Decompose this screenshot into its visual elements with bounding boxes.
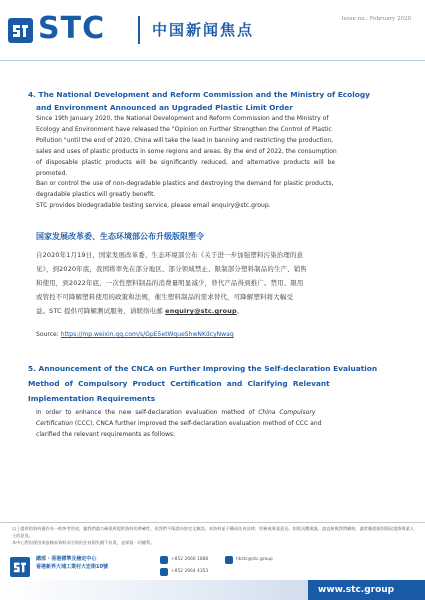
section-5-title-line-1: 5. Announcement of the CNCA on Further Improving the Self-declaration Evaluation <box>28 364 378 374</box>
para1-line: Pollution "until the end of 2020, China will take the lead in banning and restricting the production, <box>36 136 334 144</box>
page-header <box>0 0 425 60</box>
cn-last-prefix: 益。STC 提供可降解测试服务，请联络电邮 <box>36 307 166 316</box>
phone-icon <box>160 556 168 564</box>
para2-line: Ban or control the use of non-degradable plastics and destroying the demand for plastic products, <box>36 180 334 188</box>
section-5-title-line-3: Implementation Requirements <box>28 394 156 404</box>
footer-rule <box>0 522 425 523</box>
para2-line: degradable plastics will greatly benefit. <box>36 191 156 199</box>
disclaimer-line: 本中心對因使用或依賴本資料而引致的任何損失概不負責，並保留一切權利。 <box>12 540 155 546</box>
section-5-body <box>36 408 394 441</box>
cn-last-suffix: 。 <box>236 307 244 316</box>
fax-icon <box>160 568 168 576</box>
sec5-line <box>36 419 394 430</box>
section-4-title-line-2: and Environment Announced an Upgraded Plastic Limit Order <box>36 103 293 112</box>
section-4-cn-paragraph <box>36 248 394 318</box>
section-4-english <box>28 88 394 212</box>
source-label: Source: <box>36 331 61 339</box>
sec5-line1-prefix: In order to enhance the new self-declaration evaluation method of <box>36 409 259 417</box>
para1-line: Since 19th January 2020, the National Development and Reform Commission and the Ministry of <box>36 115 329 122</box>
para1-line: promoted. <box>36 169 68 177</box>
footer-email[interactable]: hkstc@stc.group <box>236 557 273 562</box>
website-link[interactable]: www.stc.group <box>308 580 425 600</box>
section-4-paragraph-2 <box>36 179 394 201</box>
fax-number[interactable]: +852 2664 4353 <box>171 569 209 574</box>
company-address: 香港新界大埔工業村大宏街10號 <box>36 564 108 570</box>
cn-line: 和使用，到2022年底，一次性塑料制品的消费量明显减少，替代产品得到推广。禁用、限用 <box>36 279 304 288</box>
source-url-link[interactable]: https://mp.weixin.qq.com/s/GpE5etWqueShwNKdcyNwag <box>60 331 234 339</box>
cn-line: 见》，到2020年底，我国将率先在部分地区、部分领域禁止、限制部分塑料制品的生产、销售 <box>36 265 307 274</box>
sec5-line: clarified the relevant requirements as follows: <box>36 430 176 438</box>
phone-number[interactable]: +852 2666 1888 <box>171 557 209 562</box>
para1-line: Ecology and Environment have released the "Opinion on Further Strengthen the Control of Plastic <box>36 125 332 133</box>
footer-disclaimer <box>12 525 416 547</box>
company-name: 總部 · 香港標準及檢定中心 <box>36 556 97 562</box>
sec5-line1-italic: China Compulsory <box>258 409 316 417</box>
logo-text: STC <box>38 11 106 46</box>
stc-logo-icon <box>8 18 33 43</box>
section-5-title-line-2: Method of Compulsory Product Certification and Clarifying Relevant <box>28 379 330 389</box>
disclaimer-line: 以上提供的資料僅作為一般參考用途，雖我們盡力確保所提供資料的準確性，但我們不保證內容完全無誤。本資料並不構成任何法律、財務或專業意見。如需具體建議，請直接與我們聯絡。讀者應就個別情況諮詢專業人士的意見。 <box>12 526 415 539</box>
footer-logo-icon <box>10 557 30 577</box>
article-content <box>28 88 394 441</box>
sec5-line <box>36 408 394 419</box>
section-4-title-line-1: 4. The National Development and Reform Commission and the Ministry of Ecology <box>28 90 370 99</box>
header-divider <box>138 16 140 44</box>
header-rule <box>0 60 425 61</box>
para1-line: sales and uses of plastic products in some regions and areas. By the end of 2022, the consumption <box>36 147 337 155</box>
cn-line-last <box>36 304 394 318</box>
issue-number: Issue no.: February 2020 <box>341 16 411 22</box>
sec5-line2-italic: Certification <box>36 419 73 427</box>
sec5-line2-suffix: (CCC), CNCA further improved the self-declaration evaluation method of CCC and <box>73 419 322 427</box>
newsletter-title: 中国新闻焦点 <box>152 21 255 39</box>
email-icon <box>225 556 233 564</box>
footer-address <box>36 555 108 571</box>
section-4-cn-title: 国家发展改革委、生态环境部公布升级版限塑令 <box>36 232 204 242</box>
para1-line: of disposable plastic products will be significantly reduced, and alternative products will be <box>36 158 336 166</box>
enquiry-email-link[interactable]: enquiry@stc.group <box>165 307 237 316</box>
source-line <box>36 330 394 341</box>
section-4-chinese <box>36 230 394 341</box>
footer-stripe <box>0 580 308 600</box>
section-5 <box>28 361 394 441</box>
section-4-paragraph-3: STC provides biodegradable testing service, please email enquiry@stc.group. <box>36 202 271 210</box>
cn-line: 或管控不可降解塑料使用的政策和法规，催生塑料制品的需求替代，可降解塑料将大幅受 <box>36 293 294 302</box>
section-4-paragraph-1 <box>36 114 394 179</box>
cn-line: 自2020年1月19日，国家发展改革委、生态环境部公布《关于进一步加强塑料污染治理的意 <box>36 251 304 260</box>
